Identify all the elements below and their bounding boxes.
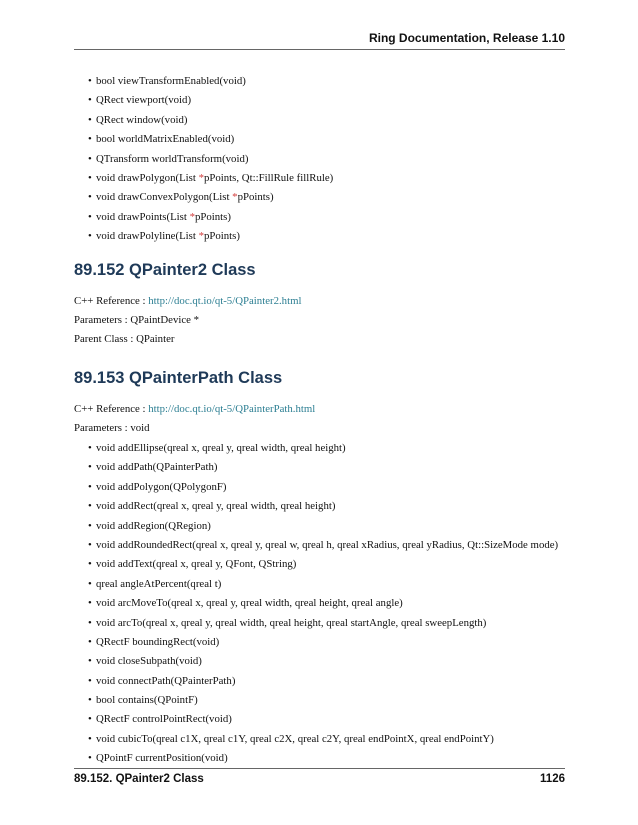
- bullet: •: [88, 500, 92, 513]
- bullet: •: [88, 674, 92, 687]
- list-item: • void arcTo(qreal x, qreal y, qreal width, qreal height, qreal startAngle, qreal sweepLength): [0, 614, 638, 633]
- bullet: •: [88, 442, 92, 454]
- running-header: Ring Documentation, Release 1.10: [368, 31, 565, 45]
- bullet: •: [88, 558, 92, 571]
- bullet: •: [88, 694, 92, 707]
- pointer-star: *: [198, 171, 204, 184]
- list-item: • void addRect(qreal x, qreal y, qreal width, qreal height): [0, 497, 638, 516]
- parent-class-qpainter2: Parent Class : QPainter: [74, 333, 175, 345]
- list-item: • void drawPolyline(List *pPoints): [0, 227, 638, 246]
- list-item: • QRect window(void): [0, 111, 638, 130]
- list-item: • void addRoundedRect(qreal x, qreal y, qreal w, qreal h, qreal xRadius, qreal yRadius, Qt::SizeMode mode): [0, 536, 638, 555]
- list-item: • QRectF controlPointRect(void): [0, 710, 638, 729]
- parameters-qpainter2: Parameters : QPaintDevice *: [74, 314, 200, 326]
- list-item: • void addPath(QPainterPath): [0, 458, 638, 477]
- bullet: •: [88, 94, 92, 107]
- list-item: • void drawPoints(List *pPoints): [0, 208, 638, 227]
- list-item: • void cubicTo(qreal c1X, qreal c1Y, qreal c2X, qreal c2Y, qreal endPointX, qreal endPointY): [0, 730, 638, 749]
- list-item: • void connectPath(QPainterPath): [0, 672, 638, 691]
- list-item: • void addText(qreal x, qreal y, QFont, QString): [0, 555, 638, 574]
- parameters-qpainterpath: Parameters : void: [74, 422, 150, 434]
- bullet: •: [88, 230, 92, 243]
- bullet: •: [88, 752, 92, 765]
- pointer-star: *: [232, 191, 238, 204]
- bullet: •: [88, 171, 92, 184]
- bullet: •: [88, 713, 92, 726]
- bullet: •: [88, 655, 92, 668]
- cpp-reference-qpainter2: C++ Reference : http://doc.qt.io/qt-5/QPainter2.html: [74, 295, 302, 307]
- footer-rule: [74, 768, 565, 769]
- list-item: • void closeSubpath(void): [0, 652, 638, 671]
- header-rule: [74, 49, 565, 50]
- pointer-star: *: [189, 210, 195, 223]
- bullet: •: [88, 577, 92, 590]
- section-heading-qpainter2: 89.152 QPainter2 Class: [74, 261, 256, 279]
- bullet: •: [88, 635, 92, 648]
- bullet: •: [88, 133, 92, 146]
- bullet: •: [88, 732, 92, 745]
- bullet: •: [88, 461, 92, 474]
- method-list-qpainterpath: [0, 439, 638, 769]
- list-item: • void drawConvexPolygon(List *pPoints): [0, 188, 638, 207]
- list-item: • bool contains(QPointF): [0, 691, 638, 710]
- list-item: • bool viewTransformEnabled(void): [0, 72, 638, 91]
- bullet: •: [88, 538, 92, 551]
- pointer-star: *: [198, 230, 204, 243]
- list-item: • bool worldMatrixEnabled(void): [0, 130, 638, 149]
- cpp-reference-link[interactable]: http://doc.qt.io/qt-5/QPainterPath.html: [148, 403, 316, 415]
- bullet: •: [88, 480, 92, 493]
- cpp-reference-qpainterpath: C++ Reference : http://doc.qt.io/qt-5/QPainterPath.html: [74, 403, 316, 415]
- list-item: • void addRegion(QRegion): [0, 517, 638, 536]
- list-item: • void arcMoveTo(qreal x, qreal y, qreal width, qreal height, qreal angle): [0, 594, 638, 613]
- bullet: •: [88, 113, 92, 126]
- list-item: • qreal angleAtPercent(qreal t): [0, 575, 638, 594]
- list-item: • void addPolygon(QPolygonF): [0, 478, 638, 497]
- list-item: • QTransform worldTransform(void): [0, 150, 638, 169]
- bullet: •: [88, 210, 92, 223]
- bullet: •: [88, 597, 92, 610]
- bullet: •: [88, 191, 92, 204]
- footer-section-title: 89.152. QPainter2 Class: [74, 773, 204, 785]
- cpp-reference-link[interactable]: http://doc.qt.io/qt-5/QPainter2.html: [148, 295, 302, 307]
- bullet: •: [88, 519, 92, 532]
- list-item: • void drawPolygon(List *pPoints, Qt::FillRule fillRule): [0, 169, 638, 188]
- bullet: •: [88, 75, 92, 87]
- list-item: • QPointF currentPosition(void): [0, 749, 638, 768]
- bullet: •: [88, 616, 92, 629]
- page-number: 1126: [540, 773, 565, 785]
- section-heading-qpainterpath: 89.153 QPainterPath Class: [74, 369, 283, 387]
- list-item: • QRect viewport(void): [0, 91, 638, 110]
- list-item: • QRectF boundingRect(void): [0, 633, 638, 652]
- method-list-qpainter-continued: [0, 72, 638, 247]
- list-item: • void addEllipse(qreal x, qreal y, qreal width, qreal height): [0, 439, 638, 458]
- bullet: •: [88, 152, 92, 165]
